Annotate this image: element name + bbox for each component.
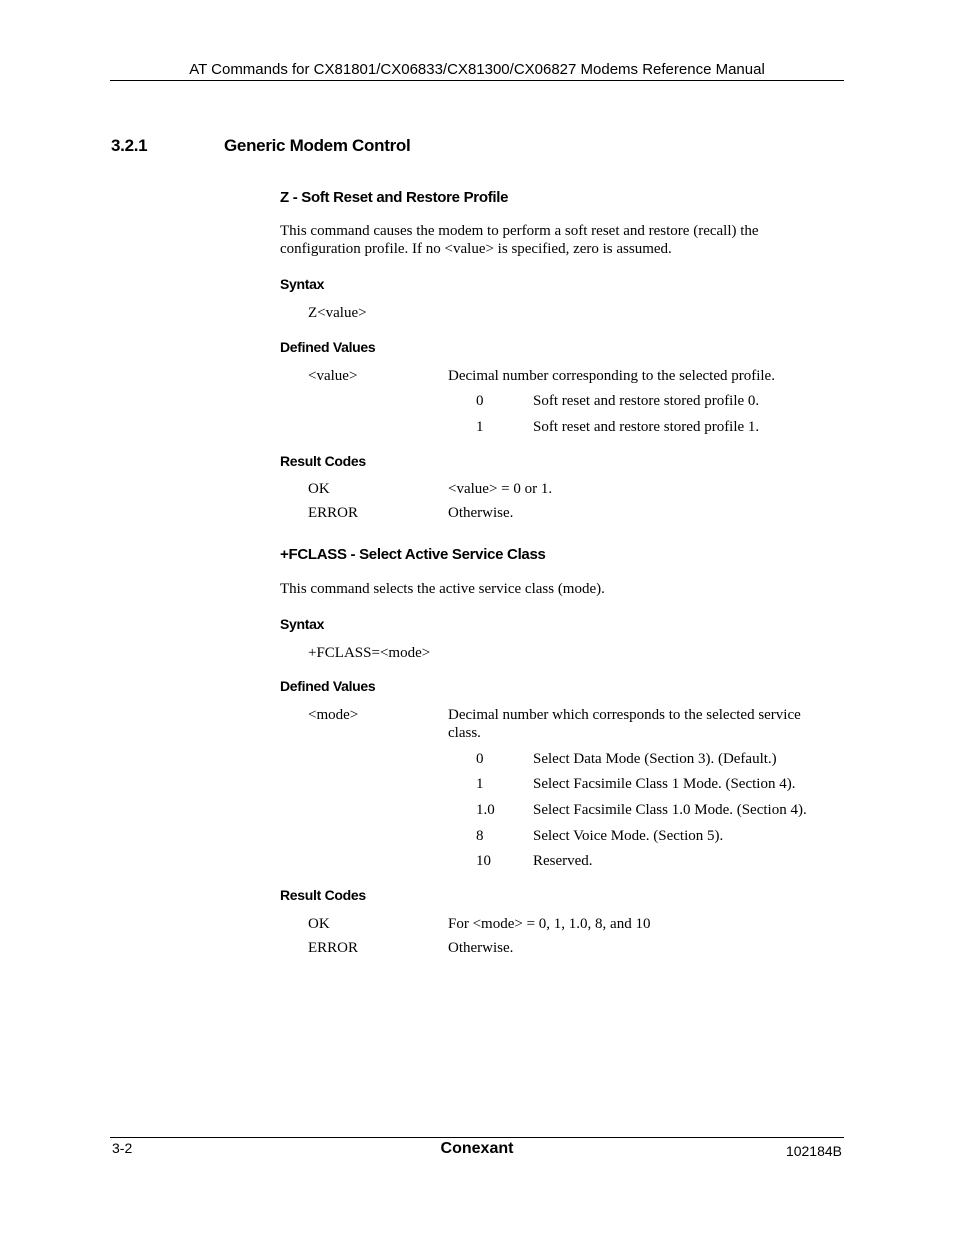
- document-number: 102184B: [785, 1143, 842, 1159]
- fclass-value: 8: [476, 828, 484, 844]
- fclass-result-desc: Otherwise.: [448, 940, 514, 956]
- z-result-desc: Otherwise.: [448, 505, 514, 521]
- fclass-value: 0: [476, 751, 484, 767]
- fclass-value-desc: Select Data Mode (Section 3). (Default.): [533, 751, 777, 767]
- fclass-value-desc: Select Facsimile Class 1 Mode. (Section 4).: [533, 776, 796, 792]
- z-value-desc: Soft reset and restore stored profile 0.: [533, 393, 760, 409]
- fclass-command-title: +FCLASS - Select Active Service Class: [280, 546, 546, 563]
- section-number: 3.2.1: [111, 136, 148, 155]
- section-title: Generic Modem Control: [224, 136, 411, 155]
- header-rule: [110, 80, 844, 81]
- fclass-param-desc: Decimal number which corresponds to the selected service class.: [448, 707, 801, 741]
- page-number: 3-2: [112, 1140, 133, 1156]
- fclass-result-codes-heading: Result Codes: [280, 887, 366, 903]
- fclass-syntax-heading: Syntax: [280, 616, 325, 632]
- z-value: 1: [476, 419, 484, 435]
- fclass-result-code: ERROR: [308, 940, 359, 956]
- z-syntax: Z<value>: [308, 305, 367, 321]
- z-result-code: OK: [308, 481, 330, 497]
- fclass-result-desc: For <mode> = 0, 1, 1.0, 8, and 10: [448, 916, 651, 932]
- footer-rule: [110, 1137, 844, 1138]
- z-result-code: ERROR: [308, 505, 359, 521]
- fclass-result-code: OK: [308, 916, 330, 932]
- fclass-command-description: This command selects the active service class (mode).: [280, 581, 605, 597]
- z-command-description: This command causes the modem to perform a soft reset and restore (recall) the configuration profile. If no <value> is specified, zero is assumed.: [280, 223, 759, 257]
- z-value: 0: [476, 393, 484, 409]
- z-result-codes-heading: Result Codes: [280, 453, 366, 469]
- z-syntax-heading: Syntax: [280, 276, 325, 292]
- fclass-value-desc: Reserved.: [533, 853, 593, 869]
- z-param: <value>: [308, 368, 358, 384]
- fclass-value: 10: [476, 853, 491, 869]
- z-defined-values-heading: Defined Values: [280, 339, 376, 355]
- running-header: AT Commands for CX81801/CX06833/CX81300/CX06827 Modems Reference Manual: [189, 61, 765, 78]
- fclass-value-desc: Select Facsimile Class 1.0 Mode. (Section 4).: [533, 802, 807, 818]
- z-value-desc: Soft reset and restore stored profile 1.: [533, 419, 760, 435]
- z-result-desc: <value> = 0 or 1.: [448, 481, 553, 497]
- footer-company: Conexant: [440, 1140, 514, 1157]
- fclass-param: <mode>: [308, 707, 359, 723]
- fclass-value: 1: [476, 776, 484, 792]
- z-param-desc: Decimal number corresponding to the selected profile.: [448, 368, 775, 384]
- fclass-value: 1.0: [476, 802, 495, 818]
- fclass-defined-values-heading: Defined Values: [280, 678, 376, 694]
- z-command-title: Z - Soft Reset and Restore Profile: [280, 189, 509, 206]
- fclass-value-desc: Select Voice Mode. (Section 5).: [533, 828, 724, 844]
- fclass-syntax: +FCLASS=<mode>: [308, 645, 431, 661]
